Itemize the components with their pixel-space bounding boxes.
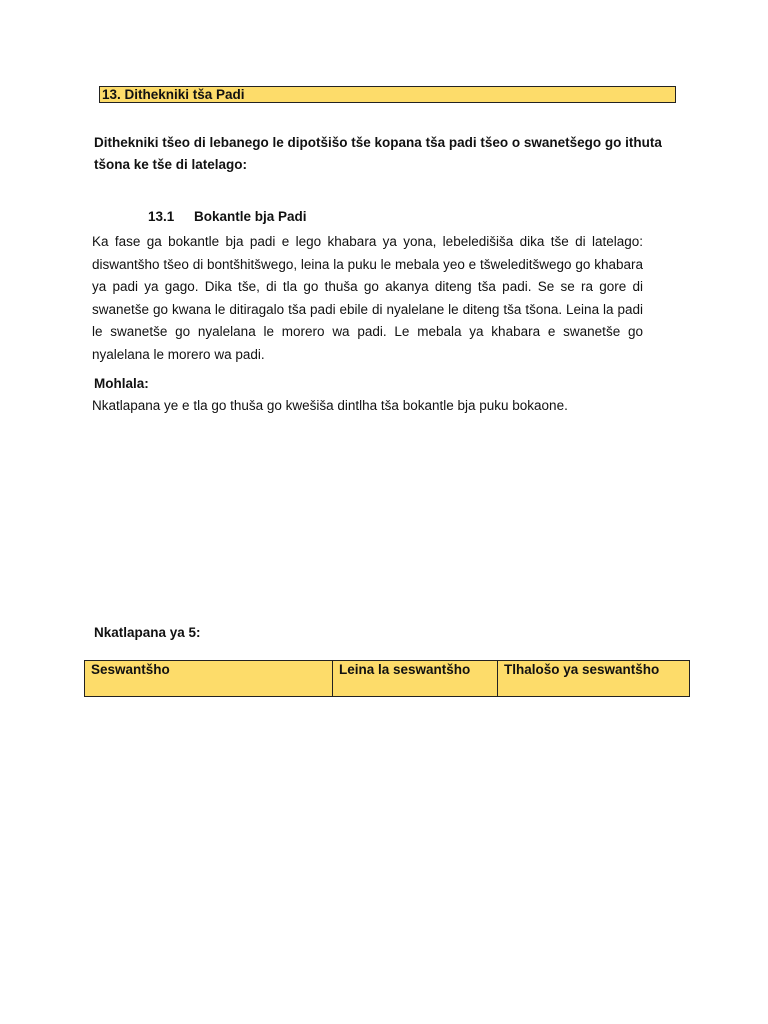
- subsection-title: Bokantle bja Padi: [194, 209, 307, 224]
- example-text: Nkatlapana ye e tla go thuša go kwešiša dintlha tša bokantle bja puku bokaone.: [92, 398, 568, 413]
- intro-paragraph: Dithekniki tšeo di lebanego le dipotšišo tše kopana tša padi tšeo o swanetšego go ithuta tšona ke tše di latelago:: [94, 135, 662, 172]
- example-label: Mohlala:: [94, 376, 149, 391]
- subsection-heading: [148, 208, 307, 226]
- activity-label: Nkatlapana ya 5:: [94, 625, 201, 640]
- column-header-picture-description: Tlhalošo ya seswantšho: [498, 661, 690, 697]
- section-heading: 13. Dithekniki tša Padi: [99, 86, 676, 103]
- body-paragraph: Ka fase ga bokantle bja padi e lego khabara ya yona, lebeledišiša dika tše di latelago: diswantšho tšeo di bontšhitšwego, leina la puku le mebala yeo e tšweleditšwego go khabara ya padi ya gago. Dika tše, di tla go thuša go akanya diteng tša padi. Se se ra gore di swanetše go kwana le ditiragalo tša padi ebile di nyalelane le diteng tša tšona. Leina la padi le swanetše go nyalelana le morero wa padi. Le mebala ya khabara e swanetše go nyalelana le morero wa padi.: [92, 234, 643, 362]
- activity-table: [84, 660, 690, 697]
- column-header-picture: Seswantšho: [85, 661, 333, 697]
- column-header-picture-name: Leina la seswantšho: [333, 661, 498, 697]
- subsection-number: 13.1: [148, 209, 175, 224]
- table-header-row: [85, 661, 690, 697]
